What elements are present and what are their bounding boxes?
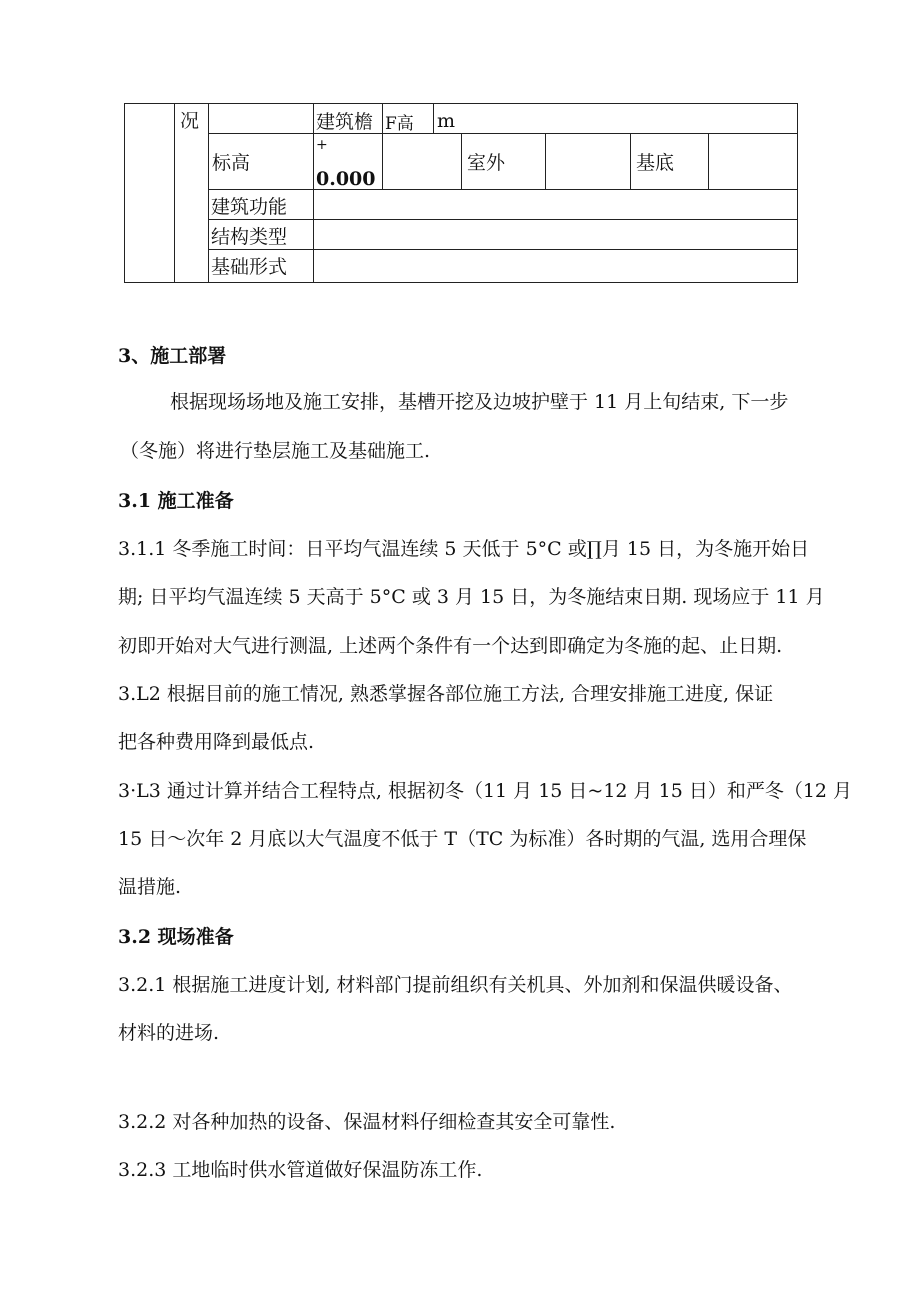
table-cell-foundation-label: 基础形式 <box>211 256 288 278</box>
table-line <box>313 103 314 283</box>
paragraph-line: 15 日～次年 2 月底以大气温度不低于 T（TC 为标准）各时期的气温, 选用合理保 <box>118 828 807 850</box>
table-cell-structure-label: 结构类型 <box>211 226 288 248</box>
table-line <box>124 103 798 104</box>
table-cell-building-eave: 建筑檐 <box>316 111 374 133</box>
table-line <box>208 133 798 134</box>
paragraph-line: 温措施. <box>118 876 182 898</box>
table-line <box>382 133 383 190</box>
table-line <box>433 103 434 134</box>
paragraph-line: 期; 日平均气温连续 5 天高于 5°C 或 3 月 15 日，为冬施结束日期. 现场应于 11 月 <box>118 586 825 608</box>
paragraph-line: 3.2.2 对各种加热的设备、保温材料仔细检查其安全可靠性. <box>118 1111 616 1133</box>
table-line <box>797 103 798 283</box>
section-heading-3-2: 3.2 现场准备 <box>118 926 234 948</box>
table-line <box>708 133 709 190</box>
table-cell-elevation-label: 标高 <box>212 152 251 174</box>
paragraph-line: （冬施）将进行垫层施工及基础施工. <box>120 440 431 462</box>
table-line <box>461 133 462 190</box>
paragraph-line: 3.2.1 根据施工进度计划, 材料部门提前组织有关机具、外加剂和保温供暖设备、 <box>118 974 793 996</box>
table-cell-kuang: 况 <box>180 110 200 132</box>
section-heading-3: 3、施工部署 <box>118 345 227 367</box>
table-cell-unit-m: m <box>437 110 456 132</box>
table-line <box>208 103 209 283</box>
table-line <box>208 249 798 250</box>
table-line <box>124 282 798 283</box>
table-line <box>208 189 798 190</box>
paragraph-line: 初即开始对大气进行测温, 上述两个条件有一个达到即确定为冬施的起、止日期. <box>118 635 783 657</box>
section-heading-3-1: 3.1 施工准备 <box>118 490 234 512</box>
table-cell-function-label: 建筑功能 <box>211 196 288 218</box>
table-line <box>630 133 631 190</box>
table-cell-base: 基底 <box>636 152 675 174</box>
table-line <box>208 219 798 220</box>
paragraph-line: 把各种费用降到最低点. <box>118 731 315 753</box>
paragraph-line: 3.1.1 冬季施工时间：日平均气温连续 5 天低于 5°C 或∏月 15 日，为冬施开始日 <box>118 538 810 560</box>
table-cell-f-high: F高 <box>385 114 414 134</box>
table-line <box>382 103 383 134</box>
paragraph-line: 根据现场场地及施工安排，基槽开挖及边坡护壁于 11 月上旬结束, 下一步 <box>170 391 789 413</box>
table-cell-zero-elevation: 0.000 <box>316 168 376 190</box>
table-line <box>545 133 546 190</box>
paragraph-line: 材料的进场. <box>118 1022 220 1044</box>
table-cell-outdoor: 室外 <box>467 152 506 174</box>
table-line <box>124 103 125 283</box>
paragraph-line: 3·L3 通过计算并结合工程特点, 根据初冬（11 月 15 日~12 月 15 日）和严冬（12 月 <box>118 780 853 802</box>
table-line <box>174 103 175 283</box>
paragraph-line: 3.2.3 工地临时供水管道做好保温防冻工作. <box>118 1159 483 1181</box>
table-cell-plus-sign: + <box>316 137 328 153</box>
paragraph-line: 3.L2 根据目前的施工情况, 熟悉掌握各部位施工方法, 合理安排施工进度, 保证 <box>118 683 774 705</box>
